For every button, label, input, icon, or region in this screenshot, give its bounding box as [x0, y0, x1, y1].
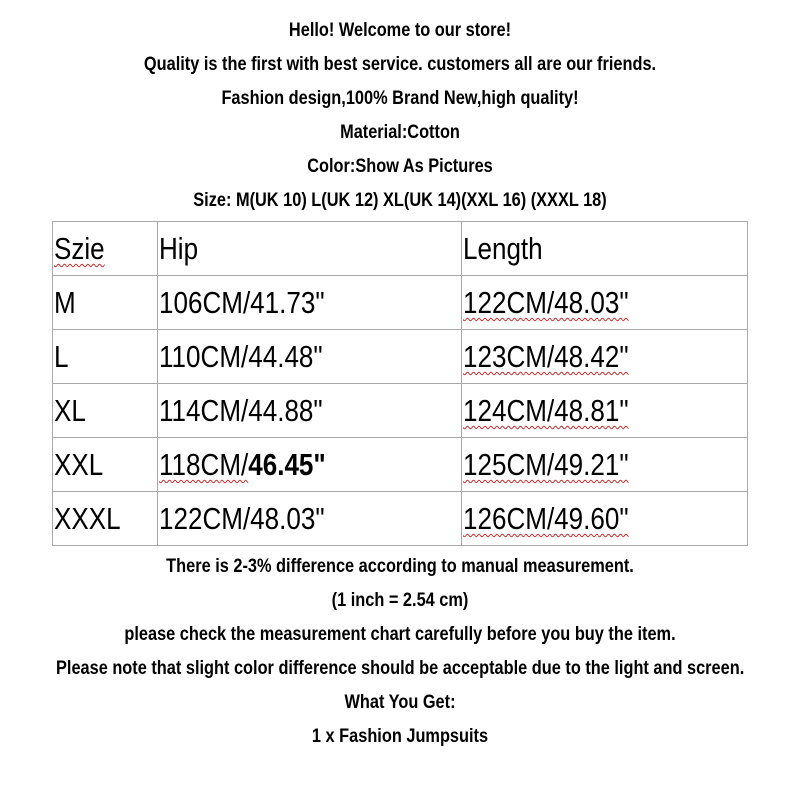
hip-cell	[158, 384, 462, 438]
length-value: 124CM/48.81"	[463, 393, 629, 428]
hip-inch-value: 46.45"	[248, 447, 326, 482]
check-chart-note: please check the measurement chart carefully before you buy the item.	[124, 624, 676, 645]
hip-cell	[158, 330, 462, 384]
size-value: XXL	[54, 447, 104, 482]
length-cell	[462, 438, 748, 492]
header-size-cell	[53, 222, 158, 276]
color-difference-note: Please note that slight color difference should be acceptable due to the light and screen.	[56, 658, 745, 679]
size-cell	[53, 276, 158, 330]
length-value: 123CM/48.42"	[463, 339, 629, 374]
size-value: L	[54, 339, 69, 374]
size-value: XL	[54, 393, 86, 428]
length-value: 126CM/49.60"	[463, 501, 629, 536]
package-contents: 1 x Fashion Jumpsuits	[311, 726, 489, 747]
hip-value: 114CM/44.88"	[159, 393, 323, 428]
length-cell	[462, 330, 748, 384]
quality-line: Quality is the first with best service. customers all are our friends.	[143, 54, 657, 75]
color-line: Color:Show As Pictures	[307, 156, 493, 177]
size-line: Size: M(UK 10) L(UK 12) XL(UK 14)(XXL 16) (XXXL 18)	[193, 190, 607, 211]
header-size-label: Szie	[54, 231, 105, 266]
table-row	[53, 330, 748, 384]
header-length-cell	[462, 222, 748, 276]
hip-cell	[158, 276, 462, 330]
header-length-label: Length	[463, 231, 543, 266]
table-header-row	[53, 222, 748, 276]
size-value: XXXL	[54, 501, 121, 536]
hip-cm-value: 118CM/	[159, 447, 249, 482]
inch-conversion-note: (1 inch = 2.54 cm)	[331, 590, 469, 611]
size-cell	[53, 330, 158, 384]
fashion-design-line: Fashion design,100% Brand New,high quality!	[221, 88, 579, 109]
size-cell	[53, 438, 158, 492]
material-line: Material:Cotton	[340, 122, 460, 143]
hip-cell	[158, 438, 462, 492]
size-value: M	[54, 285, 76, 320]
length-value: 125CM/49.21"	[463, 447, 629, 482]
table-row	[53, 438, 748, 492]
measurement-difference-note: There is 2-3% difference according to manual measurement.	[166, 556, 634, 577]
what-you-get-heading: What You Get:	[344, 692, 456, 713]
welcome-line: Hello! Welcome to our store!	[288, 20, 512, 41]
length-cell	[462, 492, 748, 546]
hip-value: 122CM/48.03"	[159, 501, 325, 536]
table-row	[53, 492, 748, 546]
hip-value: 106CM/41.73"	[159, 285, 325, 320]
hip-value: 110CM/44.48"	[159, 339, 323, 374]
hip-cell	[158, 492, 462, 546]
length-cell	[462, 384, 748, 438]
header-hip-label: Hip	[159, 231, 199, 266]
length-value: 122CM/48.03"	[463, 285, 629, 320]
size-cell	[53, 492, 158, 546]
length-cell	[462, 276, 748, 330]
table-row	[53, 276, 748, 330]
header-hip-cell	[158, 222, 462, 276]
table-row	[53, 384, 748, 438]
size-cell	[53, 384, 158, 438]
size-chart-table	[52, 221, 748, 546]
